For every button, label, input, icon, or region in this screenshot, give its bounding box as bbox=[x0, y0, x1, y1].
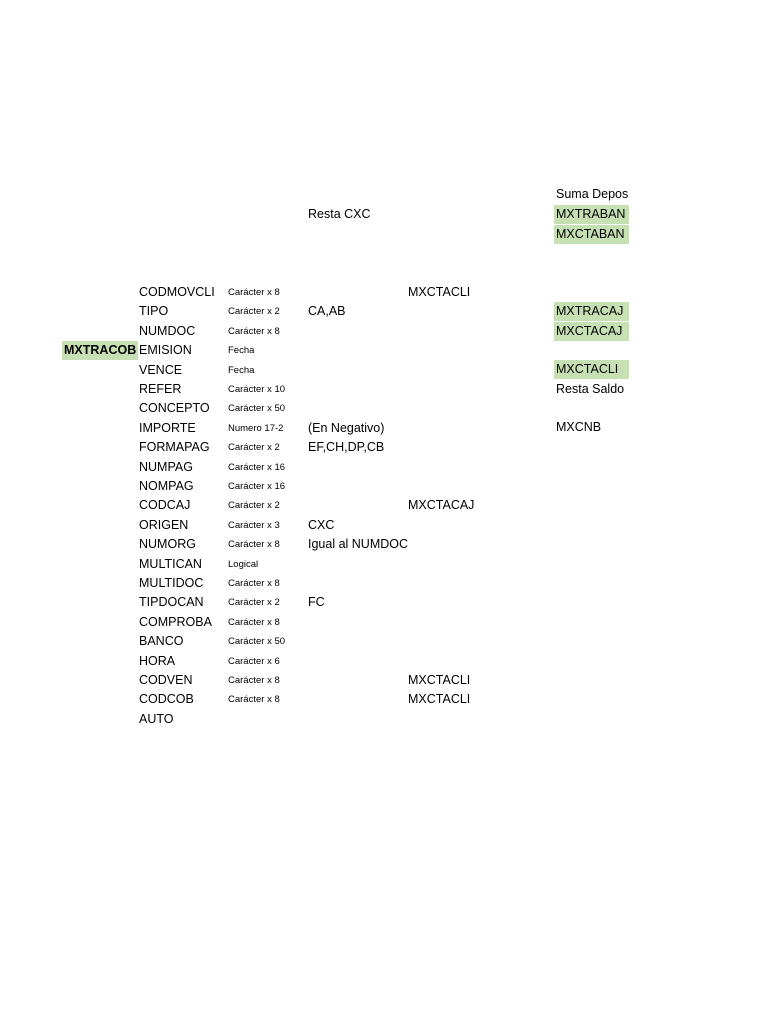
field-note: CA,AB bbox=[308, 304, 346, 318]
field-type: Fecha bbox=[228, 365, 255, 376]
field-ref: MXCTACLI bbox=[408, 692, 471, 706]
field-name: CODCOB bbox=[139, 692, 194, 706]
field-name: CONCEPTO bbox=[139, 401, 210, 415]
resta-saldo-label: Resta Saldo bbox=[556, 382, 625, 396]
field-type: Carácter x 8 bbox=[228, 578, 280, 589]
field-name: NOMPAG bbox=[139, 479, 194, 493]
field-name: MULTICAN bbox=[139, 557, 202, 571]
resta-cxc-label: Resta CXC bbox=[308, 207, 371, 221]
mxtracaj-cell: MXTRACAJ bbox=[554, 302, 629, 321]
field-name: AUTO bbox=[139, 712, 174, 726]
field-name: CODCAJ bbox=[139, 498, 191, 512]
field-name: HORA bbox=[139, 654, 176, 668]
field-type: Carácter x 8 bbox=[228, 539, 280, 550]
field-name: TIPO bbox=[139, 304, 169, 318]
field-note: (En Negativo) bbox=[308, 421, 385, 435]
field-ref: MXCTACAJ bbox=[408, 498, 475, 512]
field-type: Carácter x 10 bbox=[228, 384, 286, 395]
field-type: Carácter x 2 bbox=[228, 597, 280, 608]
field-type: Carácter x 8 bbox=[228, 326, 280, 337]
field-type: Carácter x 6 bbox=[228, 656, 280, 667]
field-type: Carácter x 8 bbox=[228, 617, 280, 628]
field-type: Carácter x 50 bbox=[228, 636, 286, 647]
field-name: EMISION bbox=[139, 343, 192, 357]
field-name: CODVEN bbox=[139, 673, 193, 687]
mxctaban-cell: MXCTABAN bbox=[554, 225, 629, 244]
field-type: Carácter x 8 bbox=[228, 287, 280, 298]
field-type: Carácter x 16 bbox=[228, 481, 286, 492]
field-name: NUMDOC bbox=[139, 324, 196, 338]
field-note: CXC bbox=[308, 518, 335, 532]
field-name: TIPDOCAN bbox=[139, 595, 204, 609]
field-type: Carácter x 16 bbox=[228, 462, 286, 473]
field-type: Carácter x 3 bbox=[228, 520, 280, 531]
field-type: Carácter x 8 bbox=[228, 694, 280, 705]
field-type: Carácter x 8 bbox=[228, 675, 280, 686]
mxctacaj-cell: MXCTACAJ bbox=[554, 322, 629, 341]
field-name: NUMORG bbox=[139, 537, 196, 551]
mxctacli-cell: MXCTACLI bbox=[554, 360, 629, 379]
suma-depos-label: Suma Depos bbox=[556, 187, 629, 201]
field-note: EF,CH,DP,CB bbox=[308, 440, 385, 454]
field-name: VENCE bbox=[139, 363, 183, 377]
field-name: CODMOVCLI bbox=[139, 285, 215, 299]
field-name: REFER bbox=[139, 382, 182, 396]
field-type: Carácter x 2 bbox=[228, 500, 280, 511]
field-note: FC bbox=[308, 595, 325, 609]
field-ref: MXCTACLI bbox=[408, 673, 471, 687]
field-name: COMPROBA bbox=[139, 615, 212, 629]
field-name: FORMAPAG bbox=[139, 440, 210, 454]
field-name: ORIGEN bbox=[139, 518, 189, 532]
table-name-cell: MXTRACOB bbox=[62, 341, 138, 360]
field-type: Numero 17-2 bbox=[228, 423, 284, 434]
field-name: IMPORTE bbox=[139, 421, 196, 435]
mxcnb-label: MXCNB bbox=[556, 420, 602, 434]
field-type: Carácter x 2 bbox=[228, 306, 280, 317]
field-type: Carácter x 2 bbox=[228, 442, 280, 453]
field-ref: MXCTACLI bbox=[408, 285, 471, 299]
field-note: Igual al NUMDOC bbox=[308, 537, 409, 551]
field-name: NUMPAG bbox=[139, 460, 193, 474]
mxtraban-cell: MXTRABAN bbox=[554, 205, 629, 224]
field-type: Carácter x 50 bbox=[228, 403, 286, 414]
field-type: Logical bbox=[228, 559, 259, 570]
field-name: BANCO bbox=[139, 634, 184, 648]
field-type: Fecha bbox=[228, 345, 255, 356]
field-name: MULTIDOC bbox=[139, 576, 204, 590]
